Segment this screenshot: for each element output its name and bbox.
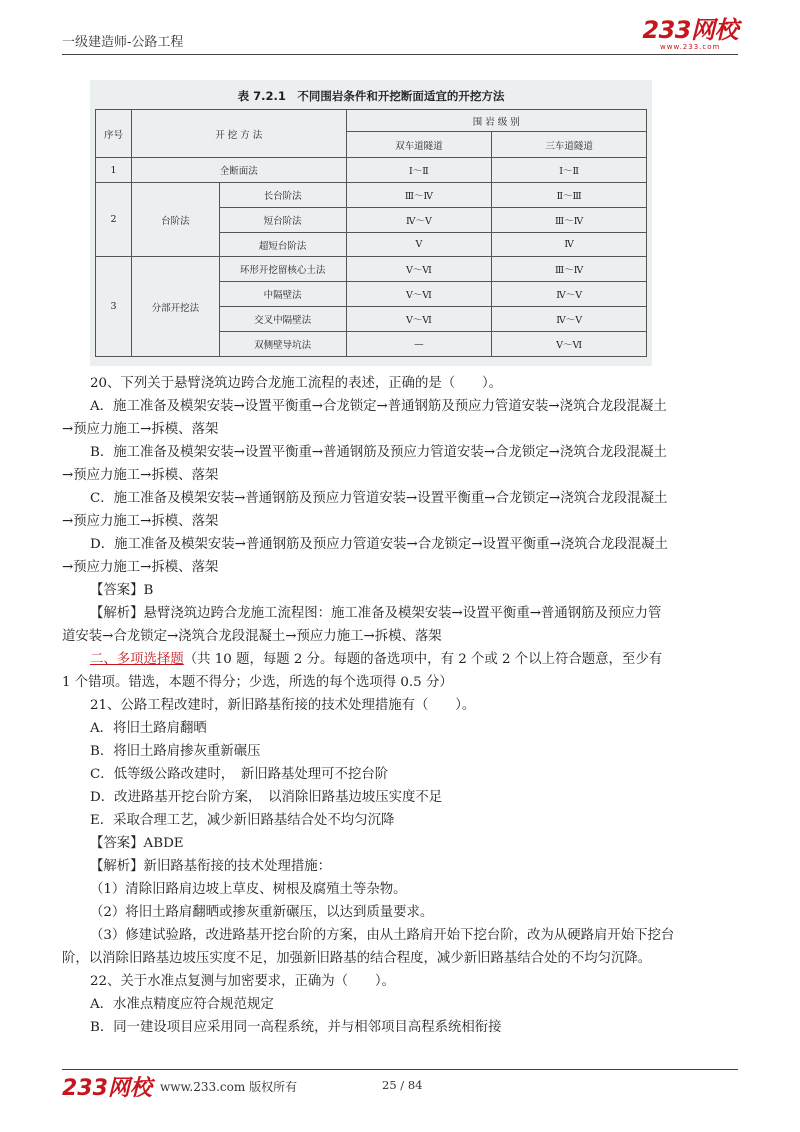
header-triple: 三车道隧道	[492, 132, 647, 158]
section-link[interactable]: 二、多项选择题	[90, 652, 184, 667]
row-method: 长台阶法	[219, 183, 346, 208]
brand-logo-url: www.233.com	[660, 43, 721, 51]
row-no: 2	[96, 183, 132, 257]
table-figure	[90, 80, 652, 366]
methods-table	[95, 109, 647, 357]
q20-option-c: C．施工准备及模架安装→普通钢筋及预应力管道安装→设置平衡重→合龙锁定→浇筑合龙段混凝土	[90, 491, 668, 506]
row-method: 短台阶法	[219, 208, 346, 233]
q21-analysis: 【解析】新旧路基衔接的技术处理措施：	[90, 859, 332, 874]
q20-analysis: 【解析】悬臂浇筑边跨合龙施工流程图：施工准备及模架安装→设置平衡重→普通钢筋及预应力管	[90, 606, 662, 621]
row-method: 交叉中隔壁法	[219, 307, 346, 332]
table-title: 表 7.2.1 不同围岩条件和开挖断面适宜的开挖方法	[237, 89, 505, 103]
row-method: 环形开挖留核心土法	[219, 257, 346, 282]
row-triple: Ⅲ～Ⅳ	[492, 257, 647, 282]
row-method: 全断面法	[131, 158, 346, 183]
row-triple: Ⅳ	[492, 233, 647, 257]
row-triple: Ⅳ～Ⅴ	[492, 307, 647, 332]
q20-option-c-cont: →预应力施工→拆模、落架	[62, 514, 219, 529]
q20-answer: 【答案】B	[90, 583, 154, 598]
section-instructions-cont: 1 个错项。错选，本题不得分；少选，所选的每个选项得 0.5 分）	[62, 675, 453, 690]
q21-point-3-cont: 阶，以消除旧路基边坡压实度不足，加强新旧路基的结合程度，减少新旧路基结合处的不均匀沉降。	[62, 951, 652, 966]
q21-option-b: B．将旧土路肩掺灰重新碾压	[90, 744, 261, 759]
q21-option-c: C．低等级公路改建时， 新旧路基处理可不挖台阶	[90, 767, 389, 782]
q21-option-d: D．改进路基开挖台阶方案， 以消除旧路基边坡压实度不足	[90, 790, 443, 805]
brand-logo-text: 233网校	[642, 16, 738, 44]
row-double: Ⅴ～Ⅵ	[346, 282, 492, 307]
page-number: 25 / 84	[382, 1078, 423, 1092]
row-method: 双侧壁导坑法	[219, 332, 346, 357]
row-triple: Ⅱ～Ⅲ	[492, 183, 647, 208]
header-double: 双车道隧道	[346, 132, 492, 158]
q20-option-a: A．施工准备及模架安装→设置平衡重→合龙锁定→普通钢筋及预应力管道安装→浇筑合龙段混凝土	[90, 399, 667, 414]
q20-option-a-cont: →预应力施工→拆模、落架	[62, 422, 219, 437]
row-method: 超短台阶法	[219, 233, 346, 257]
q21-answer: 【答案】ABDE	[90, 836, 184, 851]
brand-logo[interactable]	[642, 18, 738, 51]
q22-option-b: B．同一建设项目应采用同一高程系统，并与相邻项目高程系统相衔接	[90, 1020, 502, 1035]
q22-stem: 22、关于水准点复测与加密要求，正确为（ ）。	[90, 974, 395, 989]
q20-option-d: D．施工准备及模架安装→普通钢筋及预应力管道安装→合龙锁定→设置平衡重→浇筑合龙段混凝土	[90, 537, 668, 552]
header-method: 开 挖 方 法	[131, 110, 346, 158]
footer-copyright: www.233.com 版权所有	[160, 1080, 298, 1094]
q20-option-b: B．施工准备及模架安装→设置平衡重→普通钢筋及预应力管道安装→合龙锁定→浇筑合龙段混凝土	[90, 445, 667, 460]
q21-stem: 21、公路工程改建时，新旧路基衔接的技术处理措施有（ ）。	[90, 698, 476, 713]
row-no: 3	[96, 257, 132, 357]
row-double: Ⅰ～Ⅱ	[346, 158, 492, 183]
section-heading	[90, 650, 662, 670]
row-double: —	[346, 332, 492, 357]
row-double: Ⅴ～Ⅵ	[346, 257, 492, 282]
q20-option-b-cont: →预应力施工→拆模、落架	[62, 468, 219, 483]
q21-option-e: E．采取合理工艺，减少新旧路基结合处不均匀沉降	[90, 813, 395, 828]
row-triple: Ⅴ～Ⅵ	[492, 332, 647, 357]
row-group: 台阶法	[131, 183, 219, 257]
q22-option-a: A．水准点精度应符合规范规定	[90, 997, 274, 1012]
row-triple: Ⅲ～Ⅳ	[492, 208, 647, 233]
row-double: Ⅴ	[346, 233, 492, 257]
q21-point-3: （3）修建试验路，改进路基开挖台阶的方案，由从土路肩开始下挖台阶，改为从硬路肩开始下挖台	[90, 928, 675, 943]
q21-point-2: （2）将旧土路肩翻晒或掺灰重新碾压，以达到质量要求。	[90, 905, 434, 920]
row-triple: Ⅳ～Ⅴ	[492, 282, 647, 307]
header-title: 一级建造师-公路工程	[62, 35, 184, 50]
footer-logo[interactable]: 233网校	[62, 1076, 152, 1101]
header-grade: 围 岩 级 别	[346, 110, 646, 132]
row-group: 分部开挖法	[131, 257, 219, 357]
row-double: Ⅴ～Ⅵ	[346, 307, 492, 332]
header-rule	[62, 54, 738, 55]
section-instructions: （共 10 题，每题 2 分。每题的备选项中，有 2 个或 2 个以上符合题意，至少有	[183, 652, 663, 667]
row-triple: Ⅰ～Ⅱ	[492, 158, 647, 183]
header-no: 序号	[96, 110, 132, 158]
q20-stem: 20、下列关于悬臂浇筑边跨合龙施工流程的表述，正确的是（ ）。	[90, 376, 503, 391]
row-double: Ⅳ～Ⅴ	[346, 208, 492, 233]
q20-analysis-cont: 道安装→合龙锁定→浇筑合龙段混凝土→预应力施工→拆模、落架	[62, 629, 442, 644]
footer-rule	[62, 1069, 738, 1070]
row-method: 中隔壁法	[219, 282, 346, 307]
row-no: 1	[96, 158, 132, 183]
q21-option-a: A．将旧土路肩翻晒	[90, 721, 207, 736]
row-double: Ⅲ～Ⅳ	[346, 183, 492, 208]
q20-option-d-cont: →预应力施工→拆模、落架	[62, 560, 219, 575]
q21-point-1: （1）清除旧路肩边坡上草皮、树根及腐殖土等杂物。	[90, 882, 407, 897]
